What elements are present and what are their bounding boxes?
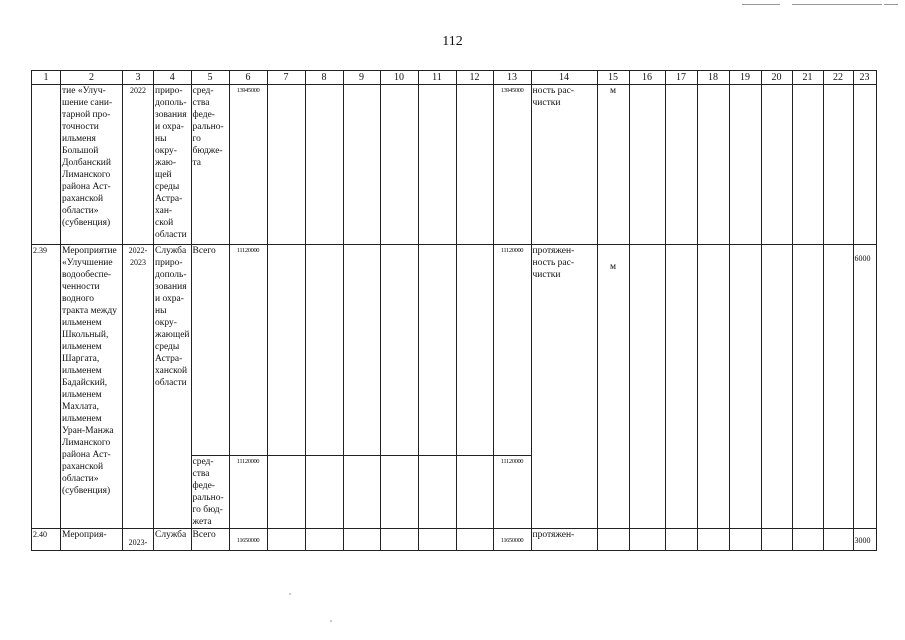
unit-cell: м (597, 85, 629, 245)
empty-cell (792, 85, 823, 245)
row-number-cell (32, 85, 61, 245)
empty-cell (305, 85, 343, 245)
indicator-cell: протяжен- (531, 529, 597, 551)
column-number: 1 (32, 71, 61, 85)
column-number: 16 (629, 71, 665, 85)
target-value-cell: 3000 (853, 529, 876, 551)
years-cell: 2022- 2023 (123, 245, 154, 529)
amount-col13-cell: 11120000 (493, 456, 531, 529)
funding-source-cell: Всего (191, 245, 229, 456)
empty-cell (761, 245, 792, 529)
scan-speck (289, 593, 291, 595)
empty-cell (761, 85, 792, 245)
empty-cell (305, 245, 343, 456)
column-number: 19 (729, 71, 761, 85)
empty-cell (456, 529, 493, 551)
column-number: 6 (229, 71, 267, 85)
empty-cell (665, 245, 697, 529)
empty-cell (343, 456, 380, 529)
unit-cell: м (597, 245, 629, 529)
column-number: 8 (305, 71, 343, 85)
table-row (32, 529, 877, 551)
column-number: 5 (191, 71, 229, 85)
empty-cell (418, 529, 456, 551)
column-number: 7 (267, 71, 305, 85)
indicator-cell: протяжен- ность рас- чистки (531, 245, 597, 529)
amount-col6-cell: 11120000 (229, 245, 267, 456)
amount-col6-cell: 11120000 (229, 456, 267, 529)
column-number: 3 (123, 71, 154, 85)
empty-cell (456, 456, 493, 529)
empty-cell (267, 456, 305, 529)
column-number: 10 (380, 71, 418, 85)
empty-cell (792, 529, 823, 551)
empty-cell (629, 529, 665, 551)
measure-name-cell: Мероприя- (61, 529, 123, 551)
empty-cell (697, 245, 729, 529)
row-number-cell: 2.39 (32, 245, 61, 529)
agency-cell: приро- дополь- зования и охра- ны окру- жаю- щей среды Астра- хан- ской области (154, 85, 192, 245)
column-number: 22 (823, 71, 853, 85)
scan-edge-line (884, 4, 898, 5)
empty-cell (761, 529, 792, 551)
column-number: 17 (665, 71, 697, 85)
amount-col6-cell: 13945000 (229, 85, 267, 245)
empty-cell (343, 85, 380, 245)
empty-cell (665, 529, 697, 551)
empty-cell (729, 85, 761, 245)
empty-cell (823, 85, 853, 245)
empty-cell (267, 245, 305, 456)
column-number: 15 (597, 71, 629, 85)
amount-col13-cell: 11650000 (493, 529, 531, 551)
empty-cell (380, 529, 418, 551)
scan-speck (330, 620, 332, 622)
column-number: 12 (456, 71, 493, 85)
empty-cell (380, 456, 418, 529)
amount-col13-cell: 13945000 (493, 85, 531, 245)
column-number: 13 (493, 71, 531, 85)
page-number: 112 (442, 34, 463, 49)
empty-cell (853, 85, 876, 245)
empty-cell (697, 85, 729, 245)
column-number: 20 (761, 71, 792, 85)
measure-name-cell: Мероприятие «Улучшение водообеспе- ченности водного тракта между ильменем Школьный, ильменем Шаргата, ильменем Бадайский, ильменем Махлата, ильменем Уран-Манжа Лиманского района Аст- раханской области» (субвенция) (61, 245, 123, 529)
table-row (32, 245, 877, 456)
empty-cell (343, 529, 380, 551)
empty-cell (418, 85, 456, 245)
empty-cell (418, 245, 456, 456)
table-row (32, 85, 877, 245)
column-number: 9 (343, 71, 380, 85)
scan-edge-line (792, 4, 882, 5)
empty-cell (629, 245, 665, 529)
column-number: 11 (418, 71, 456, 85)
data-table (31, 70, 877, 551)
empty-cell (305, 529, 343, 551)
funding-source-cell: Всего (191, 529, 229, 551)
empty-cell (418, 456, 456, 529)
column-number: 2 (61, 71, 123, 85)
empty-cell (729, 529, 761, 551)
empty-cell (456, 245, 493, 456)
funding-source-cell: сред- ства феде- рально- го бюд- жета (191, 456, 229, 529)
years-cell: 2022 (123, 85, 154, 245)
empty-cell (792, 245, 823, 529)
column-number-row (32, 71, 877, 85)
empty-cell (823, 529, 853, 551)
agency-cell: Служба приро- дополь- зования и охра- ны окру- жающей среды Астра- ханской области (154, 245, 192, 529)
funding-source-cell: сред- ства феде- рально- го бюдже- та (191, 85, 229, 245)
empty-cell (305, 456, 343, 529)
agency-cell: Служба (154, 529, 192, 551)
target-value-cell: 6000 (853, 245, 876, 529)
empty-cell (823, 245, 853, 529)
empty-cell (380, 85, 418, 245)
empty-cell (697, 529, 729, 551)
empty-cell (597, 529, 629, 551)
empty-cell (665, 85, 697, 245)
empty-cell (267, 529, 305, 551)
empty-cell (267, 85, 305, 245)
amount-col6-cell: 11650000 (229, 529, 267, 551)
measure-name-cell: тие «Улуч- шение сани- тарной про- точности ильменя Большой Долбанский Лиманского района Аст- раханской области» (субвенция) (61, 85, 123, 245)
row-number-cell: 2.40 (32, 529, 61, 551)
empty-cell (729, 245, 761, 529)
empty-cell (456, 85, 493, 245)
indicator-cell: ность рас- чистки (531, 85, 597, 245)
empty-cell (343, 245, 380, 456)
scan-edge-line (742, 4, 780, 5)
column-number: 4 (154, 71, 192, 85)
column-number: 18 (697, 71, 729, 85)
empty-cell (380, 245, 418, 456)
column-number: 23 (853, 71, 876, 85)
empty-cell (629, 85, 665, 245)
amount-col13-cell: 11120000 (493, 245, 531, 456)
column-number: 14 (531, 71, 597, 85)
column-number: 21 (792, 71, 823, 85)
years-cell: 2023- (123, 529, 154, 551)
